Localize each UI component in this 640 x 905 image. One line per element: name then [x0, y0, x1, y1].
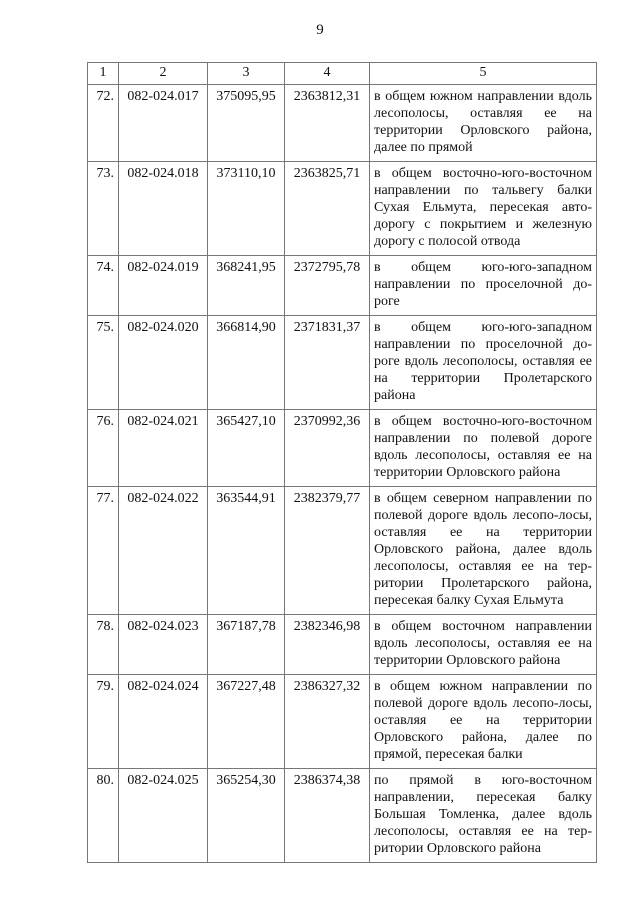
row-number: 76.	[88, 410, 119, 487]
table-row	[88, 316, 597, 410]
y-coordinate: 2386374,38	[285, 769, 370, 863]
point-code: 082-024.022	[119, 487, 208, 615]
row-number: 75.	[88, 316, 119, 410]
table-row	[88, 162, 597, 256]
header-col-1: 1	[88, 63, 119, 85]
x-coordinate: 363544,91	[208, 487, 285, 615]
boundary-description: в общем восточном направлении вдоль лесополосы, оставляя ее на территории Орловского района	[370, 615, 597, 675]
boundary-description: по прямой в юго-восточном направлении, пересекая балку Большая Томленка, далее вдоль лесополосы, оставляя ее на тер-ритории Орловского района	[370, 769, 597, 863]
header-col-2: 2	[119, 63, 208, 85]
y-coordinate: 2363825,71	[285, 162, 370, 256]
point-code: 082-024.019	[119, 256, 208, 316]
boundary-description: в общем южном направлении вдоль лесополосы, оставляя ее на территории Орловского района, далее по прямой	[370, 85, 597, 162]
x-coordinate: 366814,90	[208, 316, 285, 410]
point-code: 082-024.017	[119, 85, 208, 162]
row-number: 74.	[88, 256, 119, 316]
point-code: 082-024.021	[119, 410, 208, 487]
point-code: 082-024.024	[119, 675, 208, 769]
boundary-description: в общем юго-юго-западном направлении по проселочной до-роге	[370, 256, 597, 316]
x-coordinate: 375095,95	[208, 85, 285, 162]
row-number: 73.	[88, 162, 119, 256]
row-number: 72.	[88, 85, 119, 162]
y-coordinate: 2382346,98	[285, 615, 370, 675]
x-coordinate: 373110,10	[208, 162, 285, 256]
x-coordinate: 367187,78	[208, 615, 285, 675]
row-number: 77.	[88, 487, 119, 615]
boundary-description: в общем южном направлении по полевой дороге вдоль лесопо-лосы, оставляя ее на территории Орловского района, далее по прямой, пересекая балки	[370, 675, 597, 769]
point-code: 082-024.020	[119, 316, 208, 410]
table-row	[88, 85, 597, 162]
x-coordinate: 367227,48	[208, 675, 285, 769]
boundary-description: в общем юго-юго-западном направлении по проселочной до-роге вдоль лесополосы, оставляя ее на территории Пролетарского района	[370, 316, 597, 410]
boundary-description: в общем северном направлении по полевой дороге вдоль лесопо-лосы, оставляя ее на территории Орловского района, далее вдоль лесополосы, оставляя ее на тер-ритории Пролетарского района, пересекая балку Сухая Ельмута	[370, 487, 597, 615]
y-coordinate: 2372795,78	[285, 256, 370, 316]
table-row	[88, 675, 597, 769]
point-code: 082-024.018	[119, 162, 208, 256]
table-row	[88, 487, 597, 615]
x-coordinate: 365427,10	[208, 410, 285, 487]
table-row	[88, 615, 597, 675]
table-row	[88, 410, 597, 487]
table-row	[88, 256, 597, 316]
header-col-5: 5	[370, 63, 597, 85]
point-code: 082-024.025	[119, 769, 208, 863]
boundary-description: в общем восточно-юго-восточном направлении по тальвегу балки Сухая Ельмута, пересекая авто-дорогу с покрытием и железную дорогу с полосой отвода	[370, 162, 597, 256]
header-col-3: 3	[208, 63, 285, 85]
x-coordinate: 368241,95	[208, 256, 285, 316]
table-header-row	[88, 63, 597, 85]
table-row	[88, 769, 597, 863]
page-number: 9	[316, 22, 324, 38]
x-coordinate: 365254,30	[208, 769, 285, 863]
row-number: 78.	[88, 615, 119, 675]
row-number: 79.	[88, 675, 119, 769]
row-number: 80.	[88, 769, 119, 863]
y-coordinate: 2382379,77	[285, 487, 370, 615]
y-coordinate: 2386327,32	[285, 675, 370, 769]
boundary-points-table	[87, 62, 597, 863]
header-col-4: 4	[285, 63, 370, 85]
y-coordinate: 2370992,36	[285, 410, 370, 487]
y-coordinate: 2363812,31	[285, 85, 370, 162]
y-coordinate: 2371831,37	[285, 316, 370, 410]
boundary-description: в общем восточно-юго-восточном направлении по полевой дороге вдоль лесополосы, оставляя ее на территории Орловского района	[370, 410, 597, 487]
point-code: 082-024.023	[119, 615, 208, 675]
